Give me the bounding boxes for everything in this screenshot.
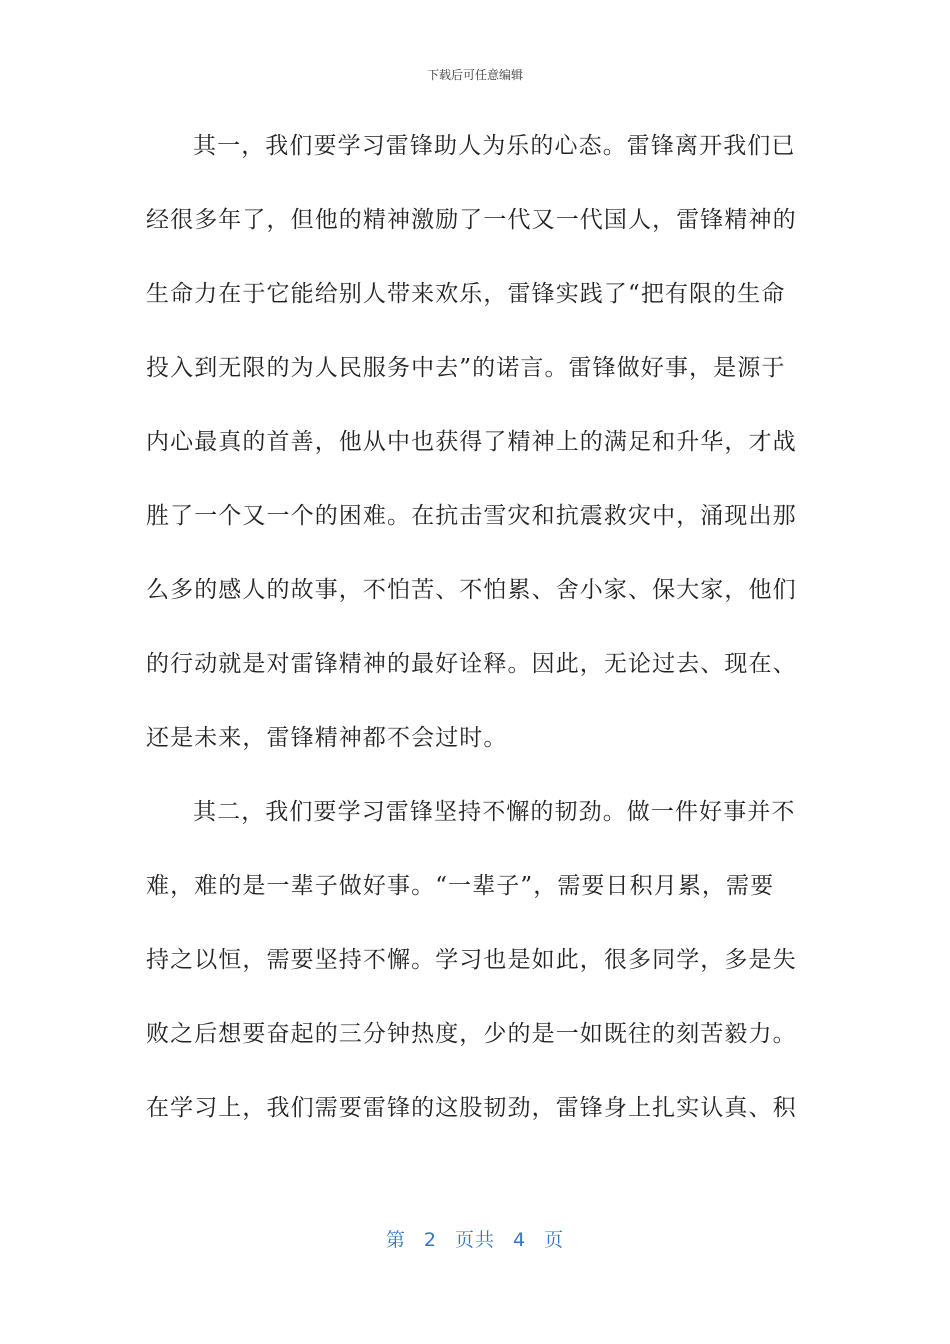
paragraph-1-line-1: 其一，我们要学习雷锋助人为乐的心态。雷锋离开我们已 [193, 133, 796, 159]
paragraph-1-line-4: 投入到无限的为人民服务中去”的诺言。雷锋做好事，是源于 [146, 355, 786, 381]
paragraph-2-line-5: 在学习上，我们需要雷锋的这股韧劲，雷锋身上扎实认真、积 [146, 1095, 797, 1121]
document-body [146, 124, 797, 1160]
paragraph-2-line-3: 持之以恒，需要坚持不懈。学习也是如此，很多同学，多是失 [146, 947, 797, 973]
page-label-prefix: 第 [385, 1229, 406, 1251]
page-footer [0, 1225, 950, 1252]
page-label-suffix: 页 [544, 1229, 565, 1251]
paragraph-2-line-2: 难，难的是一辈子做好事。“一辈子”，需要日积月累，需要 [146, 873, 775, 899]
paragraph-1-line-6: 胜了一个又一个的困难。在抗击雪灾和抗震救灾中，涌现出那 [146, 503, 797, 529]
paragraph-1-line-2: 经很多年了，但他的精神激励了一代又一代国人，雷锋精神的 [146, 207, 797, 233]
paragraph-1-line-9: 还是未来，雷锋精神都不会过时。 [146, 725, 508, 751]
paragraph-1-line-8: 的行动就是对雷锋精神的最好诠释。因此，无论过去、现在、 [146, 651, 797, 677]
paragraph-2-line-1: 其二，我们要学习雷锋坚持不懈的韧劲。做一件好事并不 [193, 799, 796, 825]
total-pages-number: 4 [513, 1229, 527, 1251]
paragraph-2-line-4: 败之后想要奋起的三分钟热度，少的是一如既往的刻苦毅力。 [146, 1021, 797, 1047]
header-note: 下载后可任意编辑 [426, 68, 523, 82]
paragraph-1-line-5: 内心最真的首善，他从中也获得了精神上的满足和升华，才战 [146, 429, 797, 455]
page-label-middle: 页共 [454, 1229, 495, 1251]
paragraph-1-line-3: 生命力在于它能给别人带来欢乐，雷锋实践了“把有限的生命 [146, 281, 786, 307]
paragraph-1-line-7: 么多的感人的故事，不怕苦、不怕累、舍小家、保大家，他们 [146, 577, 797, 603]
current-page-number: 2 [423, 1229, 437, 1251]
